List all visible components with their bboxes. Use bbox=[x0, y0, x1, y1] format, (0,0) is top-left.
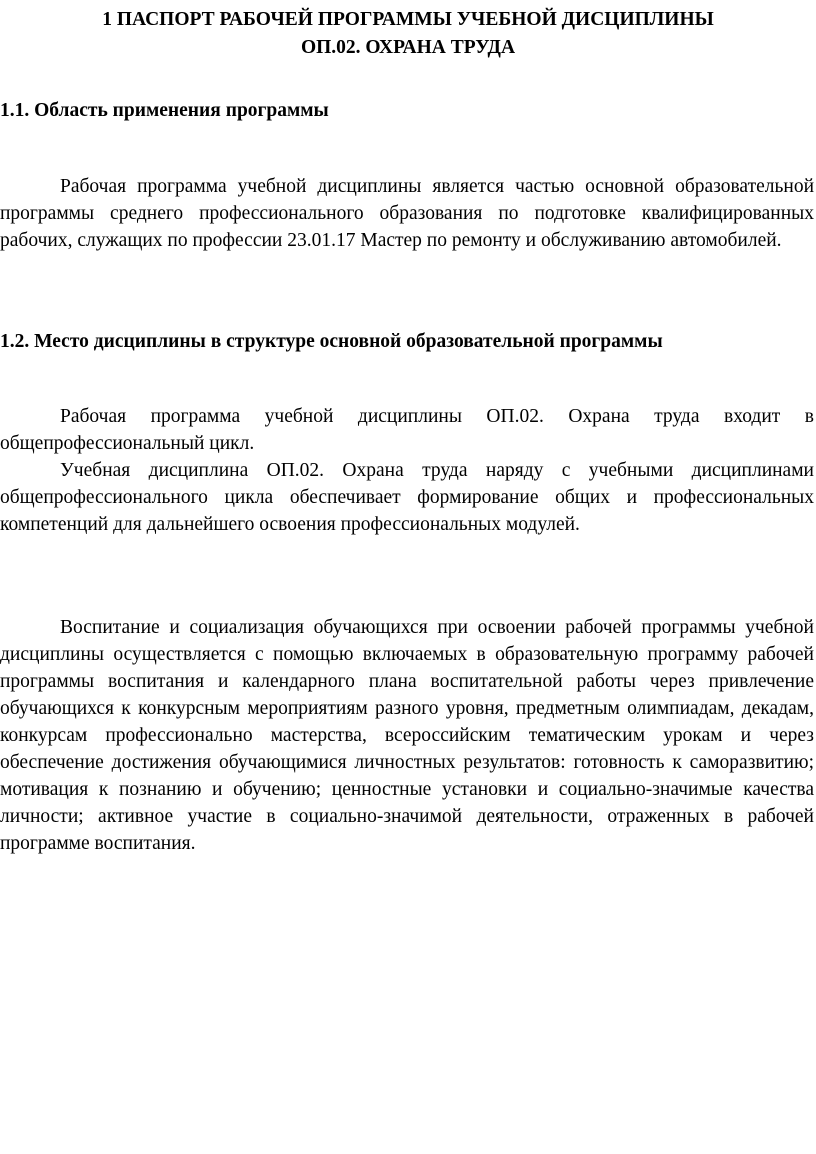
section-1-2-heading: 1.2. Место дисциплины в структуре основной образовательной программы bbox=[0, 331, 663, 352]
section-1-2-paragraph-3: Воспитание и социализация обучающихся при освоении рабочей программы учебной дисциплины осуществляется с помощью включаемых в образовательную программу рабочей программы воспитания и календарного плана воспитательной работы через привлечение обучающихся к конкурсным мероприятиям разного уровня, предметным олимпиадам, декадам, конкурсам профессионально мастерства, всероссийским тематическим урокам и через обеспечение достижения обучающимися личностных результатов: готовность к саморазвитию; мотивация к познанию и обучению; ценностные установки и социально-значимые качества личности; активное участие в социально-значимой деятельности, отраженных в рабочей программе воспитания. bbox=[0, 617, 814, 854]
section-1-1-heading: 1.1. Область применения программы bbox=[0, 100, 329, 121]
document-title-line-1: 1 ПАСПОРТ РАБОЧЕЙ ПРОГРАММЫ УЧЕБНОЙ ДИСЦИПЛИНЫ bbox=[102, 9, 714, 30]
section-1-1-paragraph: Рабочая программа учебной дисциплины является частью основной образовательной программы среднего профессионального образования по подготовке квалифицированных рабочих, служащих по профессии 23.01.17 Мастер по ремонту и обслуживанию автомобилей. bbox=[0, 176, 814, 251]
section-1-2-paragraph-2: Учебная дисциплина ОП.02. Охрана труда наряду с учебными дисциплинами общепрофессионального цикла обеспечивает формирование общих и профессиональных компетенций для дальнейшего освоения профессиональных модулей. bbox=[0, 460, 814, 535]
document-title-line-2: ОП.02. ОХРАНА ТРУДА bbox=[300, 37, 516, 58]
section-1-2-paragraph-1: Рабочая программа учебной дисциплины ОП.02. Охрана труда входит в общепрофессиональный цикл. bbox=[0, 406, 814, 454]
